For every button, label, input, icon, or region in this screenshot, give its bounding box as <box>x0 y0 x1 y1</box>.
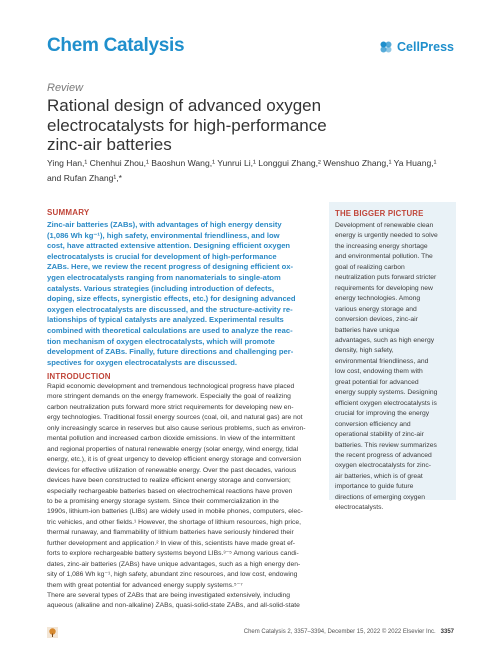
introduction-heading: INTRODUCTION <box>47 372 111 381</box>
elsevier-tree-icon <box>47 627 58 638</box>
intro-line: 1990s, lithium-ion batteries (LIBs) are widely used in mobile phones, computers, elec- <box>47 508 303 516</box>
summary-line: doping, size effects, synergistic effects, etc.) for designing advanced <box>47 294 296 304</box>
bp-line: conversion devices, zinc-air <box>335 316 418 324</box>
summary-line: tion mechanism of oxygen electrocatalysts, which will promote <box>47 336 275 346</box>
bp-line: environmental friendliness, and <box>335 357 429 365</box>
journal-name: Chem Catalysis <box>47 35 185 56</box>
bp-line: energy supply systems. Designing <box>335 389 438 397</box>
bp-line: oxygen electrocatalysts for zinc- <box>335 462 432 470</box>
intro-line: thermal runaway, and flammability of lithium batteries have seriously hindered their <box>47 529 294 537</box>
bp-line: air batteries, which is of great <box>335 472 423 480</box>
bp-line: various energy storage and <box>335 305 417 313</box>
intro-line: to be a promising energy storage system. Since their commercialization in the <box>47 497 279 505</box>
bp-line: requirements for developing new <box>335 284 433 292</box>
footer-citation: Chem Catalysis 2, 3357–3394, December 15, 2022 © 2022 Elsevier Inc. <box>243 629 436 635</box>
author-line: and Rufan Zhang¹,* <box>47 172 123 183</box>
bp-line: conversion efficiency and <box>335 420 411 428</box>
bp-line: importance to guide future <box>335 483 414 491</box>
intro-line: tric vehicles, and other fields.¹ However, the shortage of lithium resources, high price, <box>47 518 301 526</box>
summary-line: cost, have attracted extensive attention. Designing efficient oxygen <box>47 241 291 251</box>
title-line: Rational design of advanced oxygen <box>47 96 322 115</box>
intro-line: mental pollution and increased carbon dioxide emissions. In view of the intermittent <box>47 435 296 443</box>
summary-line: ZABs. Here, we review the recent progress of designing efficient ox- <box>47 262 294 272</box>
intro-line: devices for effective utilization of renewable energy. Over the past decades, various <box>47 466 297 474</box>
summary-heading: SUMMARY <box>47 208 90 217</box>
bp-line: energy technologies. Among <box>335 295 421 303</box>
summary-line: catalysts. Various strategies (including introduction of defects, <box>47 283 275 293</box>
intro-line: further development and application.² In view of this, scientists have made great ef- <box>47 539 296 547</box>
bp-line: batteries. This review summarizes <box>335 441 437 449</box>
summary-text <box>47 220 319 368</box>
bp-line: advantages, such as high energy <box>335 336 435 344</box>
cellpress-logo[interactable] <box>379 40 454 54</box>
article-type: Review <box>47 82 84 94</box>
bp-line: neutralization puts forward stricter <box>335 274 437 282</box>
intro-line: aqueous (alkaline and non-alkaline) ZABs, quasi-solid-state ZABs, and all-solid-state <box>47 602 300 610</box>
page-number: 3357 <box>440 629 454 635</box>
summary-line: electrocatalysts is crucial for development of high-performance <box>47 251 277 261</box>
bp-line: operational stability of zinc-air <box>335 431 424 439</box>
bigger-picture-heading: THE BIGGER PICTURE <box>335 209 424 218</box>
introduction-paragraph-2 <box>47 591 319 612</box>
intro-line: forts to explore rechargeable battery systems beyond LIBs.³⁻⁵ Among various candi- <box>47 550 299 558</box>
intro-line: more stringent demands on the energy framework. Especially the goal of realizing <box>47 393 291 401</box>
cellpress-logo-icon <box>379 40 393 54</box>
bp-line: efficient oxygen electrocatalysts is <box>335 399 437 407</box>
intro-line: devices have been constructed to realize efficient energy storage and conversion; <box>47 477 291 485</box>
summary-line: combined with theoretical calculations are used to analyze the reac- <box>47 325 293 335</box>
bp-line: goal of realizing carbon <box>335 263 405 271</box>
bp-line: the increasing energy shortage <box>335 242 428 250</box>
bigger-picture-text <box>335 221 450 514</box>
summary-line: oxygen electrocatalysts are discussed, and the structure-activity re- <box>47 304 293 314</box>
intro-line: carbon neutralization puts forward more strict requirements for developing new en- <box>47 403 294 411</box>
bp-line: directions of emerging oxygen <box>335 493 426 501</box>
intro-line: dates, zinc-air batteries (ZABs) have unique advantages, such as a high energy den- <box>47 560 301 568</box>
bp-line: batteries have unique <box>335 326 400 334</box>
bigger-picture-box <box>329 202 456 512</box>
title-line: electrocatalysts for high-performance <box>47 115 327 135</box>
summary-line: Zinc-air batteries (ZABs), with advantages of high energy density <box>47 220 282 229</box>
introduction-text <box>47 382 319 591</box>
summary-line: lationships of typical catalysts are analyzed. Experimental results <box>47 315 284 325</box>
bp-line: and environmental pollution. The <box>335 253 433 261</box>
summary-line: ygen electrocatalysts ranging from nanomaterials to single-atom <box>47 272 281 282</box>
article-title <box>47 96 457 155</box>
intro-line: There are several types of ZABs that are being investigated extensively, including <box>47 592 291 599</box>
publisher-name: CellPress <box>397 40 454 54</box>
intro-line: and regional properties of natural renewable energy (solar energy, wind energy, tidal <box>47 445 299 453</box>
intro-line: especially rechargeable batteries based on electrochemical reactions have proven <box>47 487 293 495</box>
author-list <box>47 156 467 185</box>
intro-line: only increasingly scarce in reserves but also cause serious problems, such as environ- <box>47 424 306 432</box>
bp-line: crucial for improving the energy <box>335 410 430 418</box>
intro-line: them with great potential for advanced energy supply systems.⁵⁻⁷ <box>47 581 243 589</box>
summary-line: (1,086 Wh kg⁻¹), high safety, environmental friendliness, and low <box>47 230 280 240</box>
bp-line: the recent progress of advanced <box>335 451 432 459</box>
intro-line: ergy technologies. Traditional fossil energy sources (coal, oil, and natural gas) are not <box>47 414 303 422</box>
intro-line: sity of 1,086 Wh kg⁻¹, high safety, abundant zinc resources, and low cost, endowing <box>47 571 298 579</box>
bp-line: energy is urgently needed to solve <box>335 232 438 240</box>
summary-line: development of ZABs. Finally, future directions and challenging per- <box>47 347 294 357</box>
page-footer <box>244 629 454 635</box>
bp-line: low cost, endowing them with <box>335 368 423 376</box>
title-line: zinc-air batteries <box>47 135 172 154</box>
bp-line: great potential for advanced <box>335 378 419 386</box>
bp-line: Development of renewable clean <box>335 222 434 229</box>
summary-line: spectives for oxygen electrocatalysts are discussed. <box>47 357 237 367</box>
bp-line: electrocatalysts. <box>335 504 384 512</box>
intro-line: energy, etc.), it is of great urgency to develop efficient energy storage and conversion <box>47 456 302 464</box>
bp-line: density, high safety, <box>335 347 394 355</box>
intro-line: Rapid economic development and tremendous technological progress have placed <box>47 383 295 390</box>
author-line: Ying Han,¹ Chenhui Zhou,¹ Baoshun Wang,¹ Yunrui Li,¹ Longgui Zhang,² Wenshuo Zhang,¹ Ya Huang,¹ <box>47 158 437 168</box>
